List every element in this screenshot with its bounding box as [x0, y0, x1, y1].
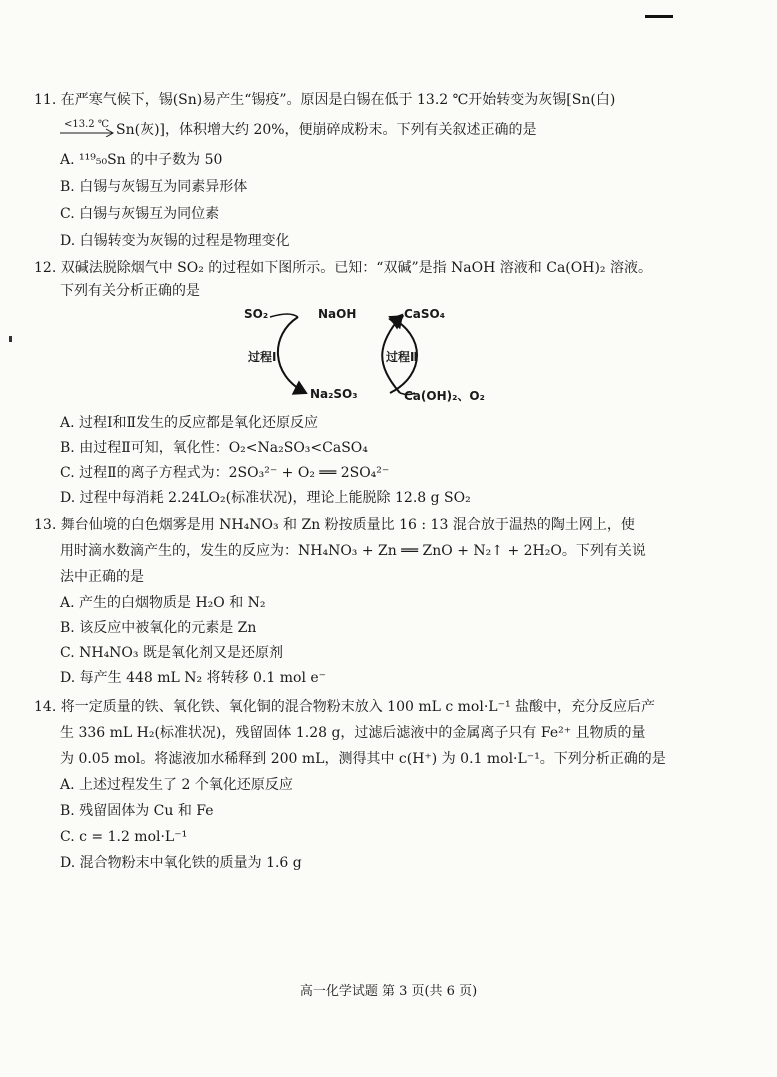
q14-stem-line3: 为 0.05 mol。将滤液加水稀释到 200 mL，测得其中 c(H⁺) 为 0.1 mol·L⁻¹。下列分析正确的是 — [60, 751, 666, 767]
q13-option-a[interactable]: A. 产生的白烟物质是 H₂O 和 N₂ — [60, 595, 266, 611]
q14-stem-line1: 14. 将一定质量的铁、氧化铁、氧化铜的混合物粉末放入 100 mL c mol·L⁻¹ 盐酸中，充分反应后产 — [34, 699, 656, 715]
q14-option-d[interactable]: D. 混合物粉末中氧化铁的质量为 1.6 g — [60, 855, 302, 871]
diagram-caoh2-o2: Ca(OH)₂、O₂ — [404, 389, 485, 403]
scan-speck — [9, 336, 12, 342]
page-footer: 高一化学试题 第 3 页(共 6 页) — [299, 984, 478, 999]
page-corner-mark — [645, 15, 673, 18]
q11-option-a[interactable]: A. ¹¹⁹₅₀Sn 的中子数为 50 — [60, 152, 223, 168]
diagram-process-2: 过程Ⅱ — [386, 350, 418, 364]
q11-option-b[interactable]: B. 白锡与灰锡互为同素异形体 — [60, 179, 248, 195]
q13-option-d[interactable]: D. 每产生 448 mL N₂ 将转移 0.1 mol e⁻ — [60, 670, 327, 686]
q12-option-d[interactable]: D. 过程中每消耗 2.24LO₂(标准状况)，理论上能脱除 12.8 g SO₂ — [60, 490, 471, 506]
q11-stem-line2 — [60, 120, 537, 140]
q11-option-d[interactable]: D. 白锡转变为灰锡的过程是物理变化 — [60, 233, 290, 249]
q12-option-b[interactable]: B. 由过程Ⅱ可知，氧化性：O₂<Na₂SO₃<CaSO₄ — [60, 440, 368, 456]
q12-double-alkali-diagram — [240, 305, 520, 405]
q11-stem-line1: 11. 在严寒气候下，锡(Sn)易产生“锡疫”。原因是白锡在低于 13.2 ℃开始转变为灰锡[Sn(白) — [34, 92, 616, 108]
q14-option-a[interactable]: A. 上述过程发生了 2 个氧化还原反应 — [60, 777, 293, 793]
q13-stem-line3: 法中正确的是 — [60, 569, 144, 585]
q12-option-c[interactable]: C. 过程Ⅱ的离子方程式为：2SO₃²⁻ + O₂ ══ 2SO₄²⁻ — [60, 465, 390, 481]
q13-stem-line1: 13. 舞台仙境的白色烟雾是用 NH₄NO₃ 和 Zn 粉按质量比 16 : 13 混合放于温热的陶土网上，使 — [34, 517, 635, 533]
q11-stem-line2-text: Sn(灰)]，体积增大约 20%，便崩碎成粉末。下列有关叙述正确的是 — [116, 122, 537, 138]
q14-option-b[interactable]: B. 残留固体为 Cu 和 Fe — [60, 803, 214, 819]
q14-stem-line2: 生 336 mL H₂(标准状况)，残留固体 1.28 g，过滤后滤液中的金属离子只有 Fe²⁺ 且物质的量 — [60, 725, 646, 741]
diagram-na2so3: Na₂SO₃ — [310, 387, 358, 401]
q11-arrow-label: <13.2 ℃ — [64, 119, 110, 130]
q11-option-c[interactable]: C. 白锡与灰锡互为同位素 — [60, 206, 220, 222]
q11-reaction-arrow — [60, 119, 116, 137]
q13-option-c[interactable]: C. NH₄NO₃ 既是氧化剂又是还原剂 — [60, 645, 283, 661]
q13-option-b[interactable]: B. 该反应中被氧化的元素是 Zn — [60, 620, 257, 636]
q13-stem-line2: 用时滴水数滴产生的，发生的反应为：NH₄NO₃ + Zn ══ ZnO + N₂↑ + 2H₂O。下列有关说 — [60, 543, 646, 559]
q12-option-a[interactable]: A. 过程Ⅰ和Ⅱ发生的反应都是氧化还原反应 — [60, 415, 319, 431]
q12-stem-line2: 下列有关分析正确的是 — [60, 283, 200, 299]
diagram-caso4: CaSO₄ — [404, 307, 446, 321]
diagram-naoh: NaOH — [318, 307, 357, 321]
q12-stem-line1: 12. 双碱法脱除烟气中 SO₂ 的过程如下图所示。已知：“双碱”是指 NaOH 溶液和 Ca(OH)₂ 溶液。 — [34, 260, 652, 276]
q14-option-c[interactable]: C. c = 1.2 mol·L⁻¹ — [60, 829, 188, 845]
diagram-so2: SO₂ — [244, 307, 269, 321]
diagram-process-1: 过程Ⅰ — [248, 350, 277, 364]
